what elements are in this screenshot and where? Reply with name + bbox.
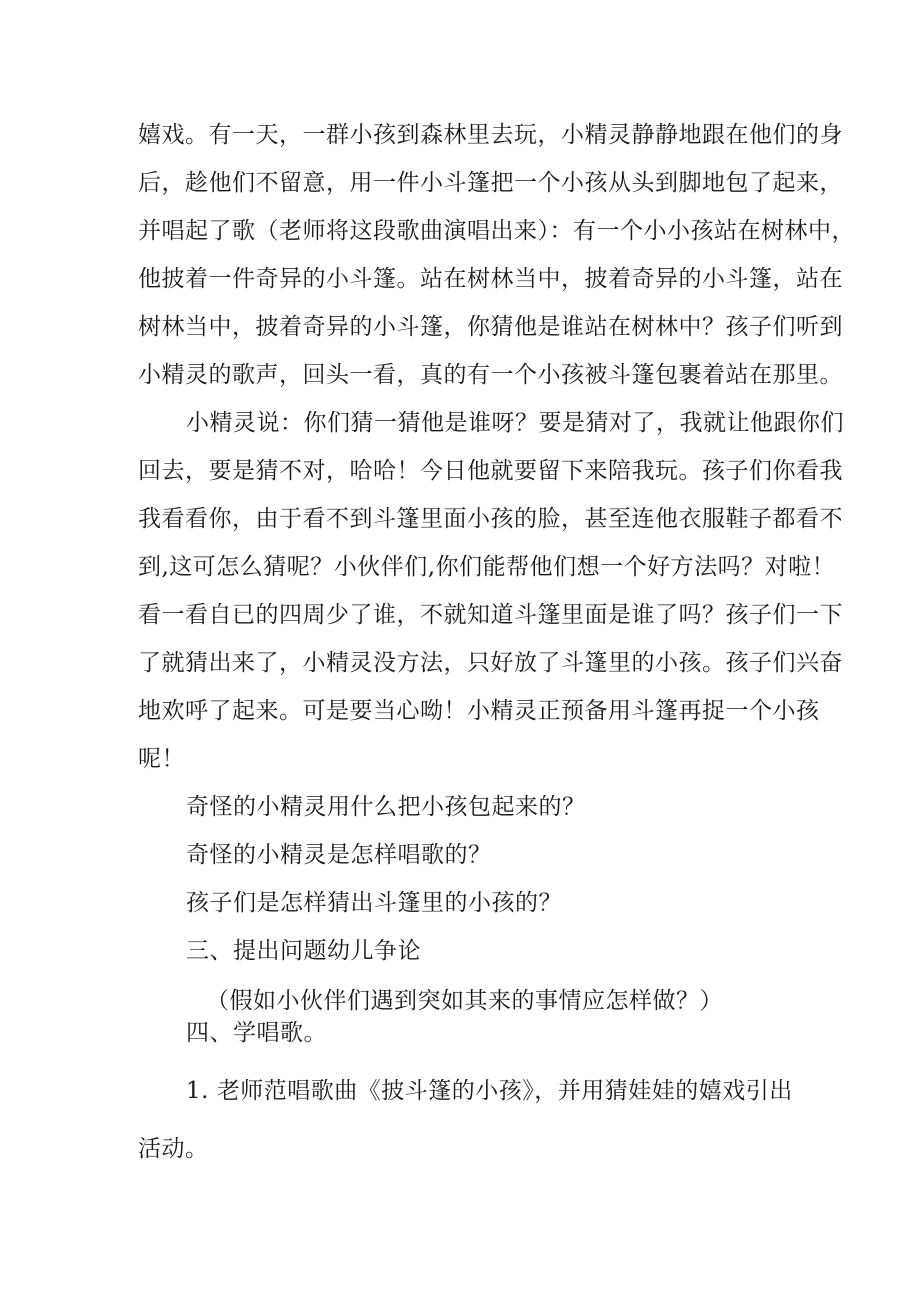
- paragraph-1-line-2: 后，趁他们不留意，用一件小斗篷把一个小孩从头到脚地包了起来，: [138, 170, 843, 196]
- question-3: 孩子们是怎样猜出斗篷里的小孩的？: [186, 890, 562, 916]
- paragraph-2-line-1: 小精灵说：你们猜一猜他是谁呀？要是猜对了，我就让他跟你们: [186, 410, 844, 436]
- section-4-item-1-line-2: 活动。: [138, 1136, 209, 1162]
- paragraph-2-line-8: 呢！: [138, 746, 185, 772]
- question-2: 奇怪的小精灵是怎样唱歌的？: [186, 842, 492, 868]
- paragraph-2-line-6: 了就猜出来了，小精灵没方法，只好放了斗篷里的小孩。孩子们兴奋: [138, 650, 843, 676]
- paragraph-1-line-1: 嬉戏。有一天，一群小孩到森林里去玩，小精灵静静地跟在他们的身: [138, 122, 843, 148]
- paragraph-1-line-3: 并唱起了歌（老师将这段歌曲演唱出来）：有一个小小孩站在树林中，: [138, 218, 855, 244]
- paragraph-2-line-5: 看一看自已的四周少了谁，不就知道斗篷里面是谁了吗？孩子们一下: [138, 602, 843, 628]
- section-4-item-1-line-1: 1. 老师范唱歌曲《披斗篷的小孩》，并用猜娃娃的嬉戏引出: [186, 1078, 793, 1104]
- section-3-heading: 三、提出问题幼儿争论: [186, 938, 421, 964]
- paragraph-2-line-7: 地欢呼了起来。可是要当心呦！小精灵正预备用斗篷再捉一个小孩: [138, 698, 820, 724]
- section-3-note: （假如小伙伴们遇到突如其来的事情应怎样做？）: [206, 988, 723, 1014]
- paragraph-2-line-2: 回去，要是猜不对，哈哈！今日他就要留下来陪我玩。孩子们你看我: [138, 458, 843, 484]
- question-1: 奇怪的小精灵用什么把小孩包起来的？: [186, 794, 586, 820]
- paragraph-2-line-4: 到,这可怎么猜呢？小伙伴们,你们能帮他们想一个好方法吗？对啦！: [138, 554, 836, 580]
- paragraph-2-line-3: 我看看你，由于看不到斗篷里面小孩的脸，甚至连他衣服鞋子都看不: [138, 506, 843, 532]
- section-4-heading: 四、学唱歌。: [186, 1020, 327, 1046]
- paragraph-1-line-4: 他披着一件奇异的小斗篷。站在树林当中，披着奇异的小斗篷，站在: [138, 266, 843, 292]
- paragraph-1-line-6: 小精灵的歌声，回头一看，真的有一个小孩被斗篷包裹着站在那里。: [138, 362, 843, 388]
- paragraph-1-line-5: 树林当中，披着奇异的小斗篷，你猜他是谁站在树林中？孩子们听到: [138, 314, 843, 340]
